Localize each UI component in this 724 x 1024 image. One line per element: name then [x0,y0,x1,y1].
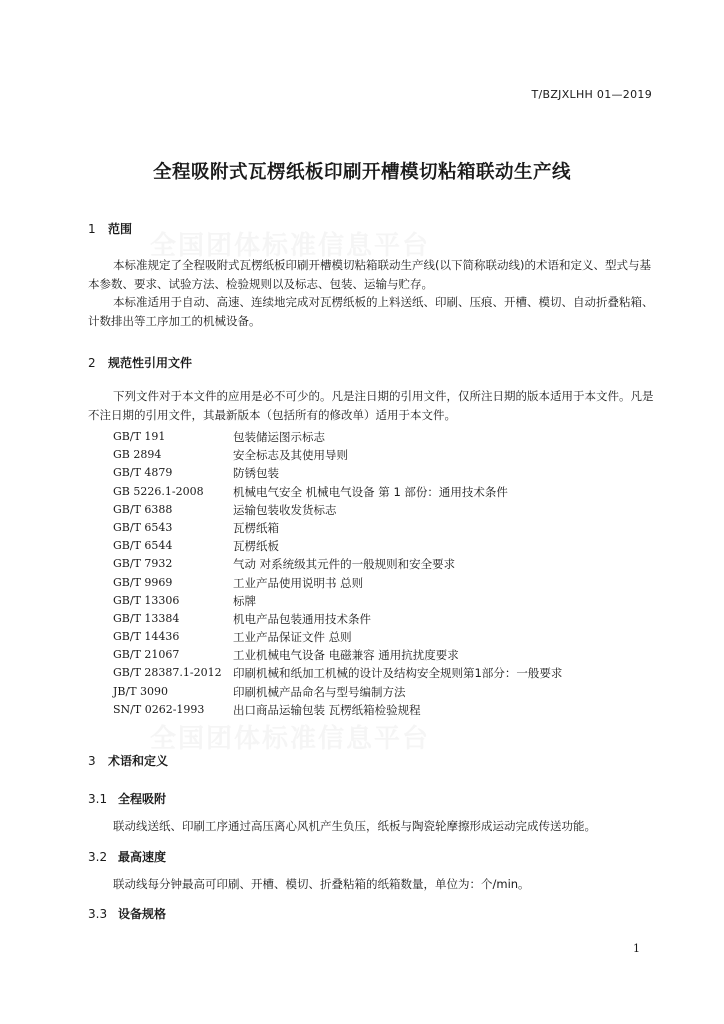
term-definition: 联动线送纸、印刷工序通过高压离心风机产生负压，纸板与陶瓷轮摩擦形成运动完成传送功能。 [113,819,596,833]
watermark: 全国团体标准信息平台 [150,724,431,754]
page-number: 1 [633,942,640,955]
term-title: 全程吸附 [118,792,167,806]
standard-code: T/BZJXLHH 01—2019 [531,88,652,101]
section-number: 3 [88,754,96,768]
section-title: 规范性引用文件 [108,356,193,370]
section-heading-normative-references [88,354,192,371]
reference-row [113,646,562,664]
reference-title: 工业产品使用说明书 总则 [233,575,364,590]
reference-row [113,664,562,682]
reference-row [113,464,562,482]
reference-row [113,428,562,446]
reference-title: 印刷机械产品命名与型号编制方法 [233,684,406,699]
section-title: 术语和定义 [108,754,169,768]
section-heading-scope [88,220,132,237]
reference-row [113,610,562,628]
reference-code: GB/T 9969 [113,575,173,589]
reference-code: GB/T 6388 [113,502,173,516]
reference-title: 包装储运图示标志 [233,430,325,444]
reference-code: GB 5226.1-2008 [113,484,204,498]
reference-title: 安全标志及其使用导则 [233,448,348,463]
reference-row [113,555,562,573]
reference-row [113,483,562,501]
section-number: 2 [88,356,96,370]
reference-row [113,537,562,555]
reference-code: GB 2894 [113,448,162,462]
paragraph: 本标准规定了全程吸附式瓦楞纸板印刷开槽模切粘箱联动生产线(以下简称联动线)的术语和定义、型式与基本参数、要求、试验方法、检验规则以及标志、包装、运输与贮存。 [88,258,651,291]
term-number: 3.1 [88,792,108,806]
reference-code: GB/T 6543 [113,520,173,534]
reference-code: GB/T 13306 [113,593,180,607]
term-heading [88,848,166,865]
paragraph: 本标准适用于自动、高速、连续地完成对瓦楞纸板的上料送纸、印刷、压痕、开槽、模切、自动折叠粘箱、计数排出等工序加工的机械设备。 [88,295,654,328]
document-title: 全程吸附式瓦楞纸板印刷开槽模切粘箱联动生产线 [152,162,571,183]
reference-code: GB/T 21067 [113,648,180,662]
paragraph: 下列文件对于本文件的应用是必不可少的。凡是注日期的引用文件，仅所注日期的版本适用于本文件。凡是不注日期的引用文件，其最新版本（包括所有的修改单）适用于本文件。 [88,389,654,422]
term-heading [88,905,166,922]
reference-row [113,519,562,537]
reference-row [113,683,562,701]
reference-title: 工业机械电气设备 电磁兼容 通用抗扰度要求 [233,648,459,663]
reference-row [113,446,562,464]
references-intro [88,387,658,424]
reference-title: 机械电气安全 机械电气设备 第 1 部份：通用技术条件 [233,484,508,499]
term-number: 3.2 [88,850,108,864]
reference-code: SN/T 0262-1993 [113,702,205,716]
term-definition: 联动线每分钟最高可印刷、开槽、模切、折叠粘箱的纸箱数量，单位为：个/min。 [113,877,530,891]
reference-code: GB/T 6544 [113,539,173,553]
reference-title: 机电产品包装通用技术条件 [233,611,371,626]
reference-code: GB/T 13384 [113,611,180,625]
watermark: 全国团体标准信息平台 [150,231,431,261]
reference-title: 气动 对系统级其元件的一般规则和安全要求 [233,557,456,572]
term-number: 3.3 [88,907,108,921]
reference-list [113,428,562,719]
reference-row [113,701,562,719]
reference-code: GB/T 4879 [113,466,173,480]
section-heading-terms [88,752,168,769]
reference-row [113,592,562,610]
reference-row [113,574,562,592]
reference-title: 运输包装收发货标志 [233,502,337,517]
reference-code: GB/T 191 [113,430,166,443]
reference-title: 瓦楞纸板 [233,539,279,554]
scope-text [88,256,658,330]
reference-title: 工业产品保证文件 总则 [233,630,352,645]
reference-code: JB/T 3090 [113,684,169,698]
term-heading [88,790,166,807]
reference-row [113,628,562,646]
section-number: 1 [88,222,96,236]
reference-title: 防锈包装 [233,466,279,481]
section-title: 范围 [108,222,133,236]
term-title: 设备规格 [118,907,167,921]
reference-code: GB/T 14436 [113,630,180,644]
reference-row [113,501,562,519]
reference-code: GB/T 7932 [113,557,173,571]
reference-title: 标牌 [233,593,256,608]
reference-code: GB/T 28387.1-2012 [113,666,222,680]
reference-title: 出口商品运输包装 瓦楞纸箱检验规程 [233,702,421,717]
term-title: 最高速度 [118,850,167,864]
reference-title: 瓦楞纸箱 [233,520,279,535]
reference-title: 印刷机械和纸加工机械的设计及结构安全规则第1部分：一般要求 [233,666,563,681]
